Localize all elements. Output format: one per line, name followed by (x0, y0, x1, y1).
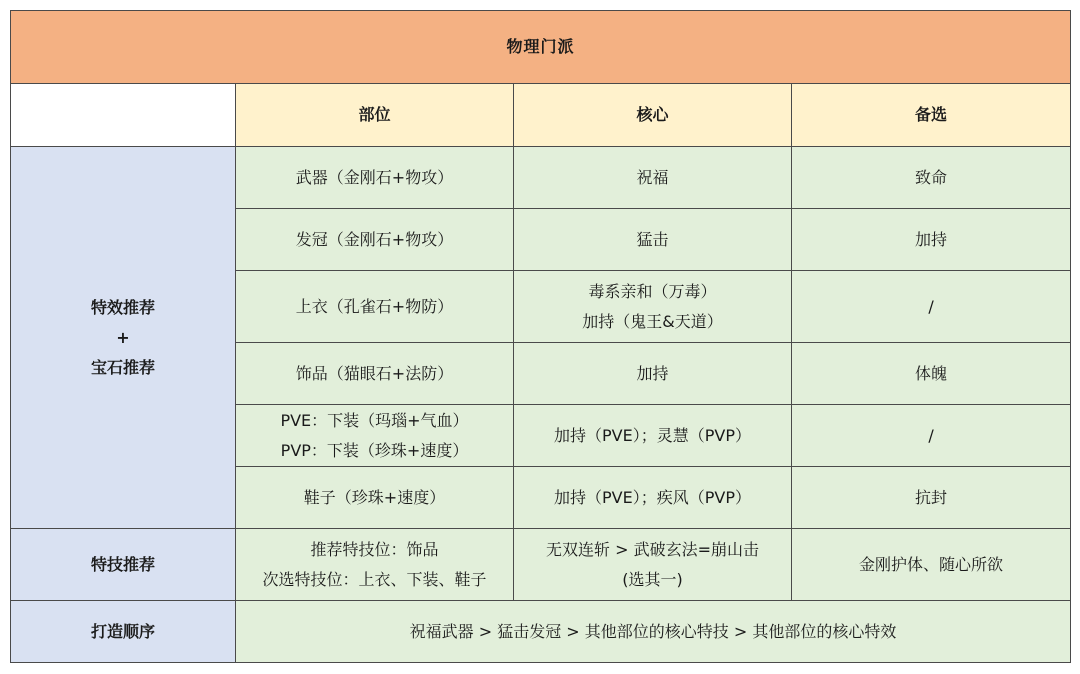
section-skills-label: 特技推荐 (11, 529, 236, 601)
row4-part: 饰品（猫眼石+法防） (236, 343, 514, 405)
row5-core: 加持（PVE）；灵慧（PVP） (514, 405, 792, 467)
table-title: 物理门派 (11, 11, 1071, 84)
row2-alt: 加持 (792, 209, 1071, 271)
row1-alt: 致命 (792, 147, 1071, 209)
row5-alt: / (792, 405, 1071, 467)
row1-core: 祝福 (514, 147, 792, 209)
forge-order: 祝福武器 > 猛击发冠 > 其他部位的核心特技 > 其他部位的核心特效 (236, 601, 1071, 663)
skills-core: 无双连斩 > 武破玄法=崩山击 (选其一) (514, 529, 792, 601)
blank-header-cell (11, 84, 236, 147)
row3-core: 毒系亲和（万毒） 加持（鬼王&天道） (514, 271, 792, 343)
effects-label-line2: 宝石推荐 (90, 357, 155, 377)
row5-part: PVE：下装（玛瑙+气血） PVP：下装（珍珠+速度） (236, 405, 514, 467)
row4-core: 加持 (514, 343, 792, 405)
header-core: 核心 (514, 84, 792, 147)
row1-part: 武器（金刚石+物攻） (236, 147, 514, 209)
skills-alt: 金刚护体、随心所欲 (792, 529, 1071, 601)
section-effects-label (11, 147, 236, 529)
effects-label-plus: + (116, 327, 130, 347)
table-row (11, 147, 1071, 209)
row6-core: 加持（PVE）；疾风（PVP） (514, 467, 792, 529)
row2-core: 猛击 (514, 209, 792, 271)
effects-label-line1: 特效推荐 (90, 297, 155, 317)
skills-part: 推荐特技位：饰品 次选特技位：上衣、下装、鞋子 (236, 529, 514, 601)
row6-alt: 抗封 (792, 467, 1071, 529)
table-row (11, 601, 1071, 663)
section-forge-label: 打造顺序 (11, 601, 236, 663)
row3-alt: / (792, 271, 1071, 343)
row6-part: 鞋子（珍珠+速度） (236, 467, 514, 529)
row3-part: 上衣（孔雀石+物防） (236, 271, 514, 343)
row2-part: 发冠（金刚石+物攻） (236, 209, 514, 271)
header-alt: 备选 (792, 84, 1071, 147)
row4-alt: 体魄 (792, 343, 1071, 405)
header-part: 部位 (236, 84, 514, 147)
table-row (11, 529, 1071, 601)
build-table (10, 10, 1071, 663)
